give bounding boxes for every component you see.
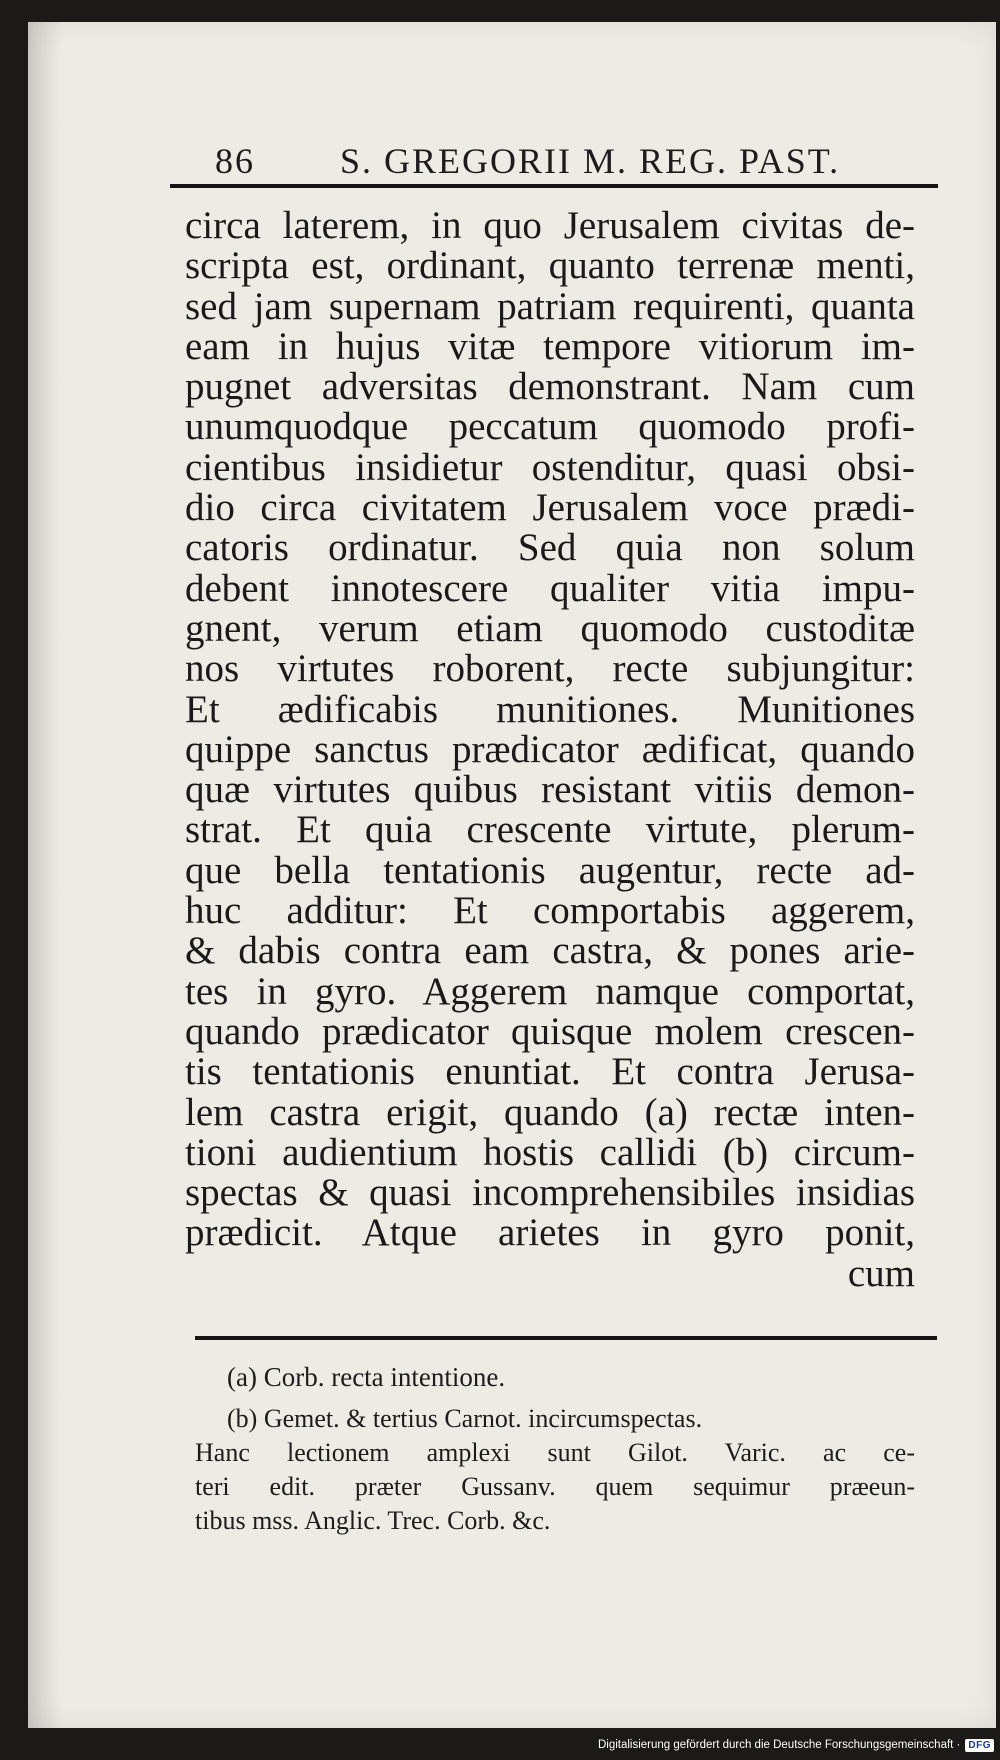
text-line: quæ virtutes quibus resistant vitiis demon- bbox=[185, 768, 915, 812]
footnote-b-line: (b) Gemet. & tertius Carnot. incircumspectas. bbox=[227, 1404, 703, 1433]
text-line: spectas & quasi incomprehensibiles insidias bbox=[185, 1171, 915, 1215]
text-line: circa laterem, in quo Jerusalem civitas de- bbox=[185, 204, 915, 247]
page-number: 86 bbox=[215, 141, 255, 181]
text-line: prædicit. Atque arietes in gyro ponit, bbox=[185, 1211, 915, 1255]
credit-text: Digitalisierung gefördert durch die Deutsche Forschungsgemeinschaft · bbox=[597, 1739, 961, 1751]
text-line: scripta est, ordinant, quanto terrenæ menti, bbox=[185, 244, 915, 288]
footnote-b-line: tibus mss. Anglic. Trec. Corb. &c. bbox=[195, 1506, 551, 1535]
text-line: unumquodque peccatum quomodo profi- bbox=[185, 405, 915, 449]
main-text bbox=[185, 206, 915, 1294]
text-line: tis tentationis enuntiat. Et contra Jerusa- bbox=[185, 1050, 915, 1094]
text-line: pugnet adversitas demonstrant. Nam cum bbox=[185, 365, 915, 409]
digitization-credit bbox=[598, 1735, 994, 1755]
text-line: strat. Et quia crescente virtute, plerum- bbox=[185, 808, 915, 852]
text-line: debent innotescere qualiter vitia impu- bbox=[185, 566, 915, 610]
footnotes bbox=[195, 1362, 915, 1540]
text-line: dio circa civitatem Jerusalem voce prædi- bbox=[185, 486, 915, 530]
text-line: sed jam supernam patriam requirenti, quanta bbox=[185, 284, 915, 328]
catchword: cum bbox=[847, 1251, 915, 1295]
text-line: Et ædificabis munitiones. Munitiones bbox=[185, 687, 915, 731]
running-title: S. GREGORII M. REG. PAST. bbox=[340, 141, 841, 181]
header-rule bbox=[170, 184, 938, 188]
text-line: tioni audientium hostis callidi (b) circum- bbox=[185, 1130, 915, 1174]
spine-shadow bbox=[28, 22, 62, 1728]
text-line: lem castra erigit, quando (a) rectæ inten- bbox=[185, 1090, 915, 1134]
text-line: quando prædicator quisque molem crescen- bbox=[185, 1009, 915, 1053]
running-head bbox=[188, 122, 948, 182]
footnote-b-line: teri edit. præter Gussanv. quem sequimur præeun- bbox=[195, 1472, 915, 1501]
text-line: nos virtutes roborent, recte subjungitur: bbox=[185, 647, 915, 691]
text-line: catoris ordinatur. Sed quia non solum bbox=[185, 526, 915, 570]
text-line: gnent, verum etiam quomodo custoditæ bbox=[185, 606, 915, 650]
footnote-b-line: Hanc lectionem amplexi sunt Gilot. Varic. ac ce- bbox=[195, 1438, 915, 1467]
text-line: eam in hujus vitæ tempore vitiorum im- bbox=[185, 324, 915, 368]
footnote-a: (a) Corb. recta intentione. bbox=[227, 1362, 506, 1392]
text-line: cientibus insidietur ostenditur, quasi obsi- bbox=[185, 445, 915, 489]
text-line: tes in gyro. Aggerem namque comportat, bbox=[185, 969, 915, 1013]
text-line: huc additur: Et comportabis aggerem, bbox=[185, 889, 915, 933]
text-line: quippe sanctus prædicator ædificat, quando bbox=[185, 727, 915, 771]
text-line: & dabis contra eam castra, & pones arie- bbox=[185, 929, 915, 973]
dfg-logo-icon: DFG bbox=[965, 1739, 994, 1752]
book-page bbox=[28, 22, 996, 1728]
footnote-rule bbox=[195, 1336, 937, 1340]
text-line: que bella tentationis augentur, recte ad- bbox=[185, 848, 915, 892]
